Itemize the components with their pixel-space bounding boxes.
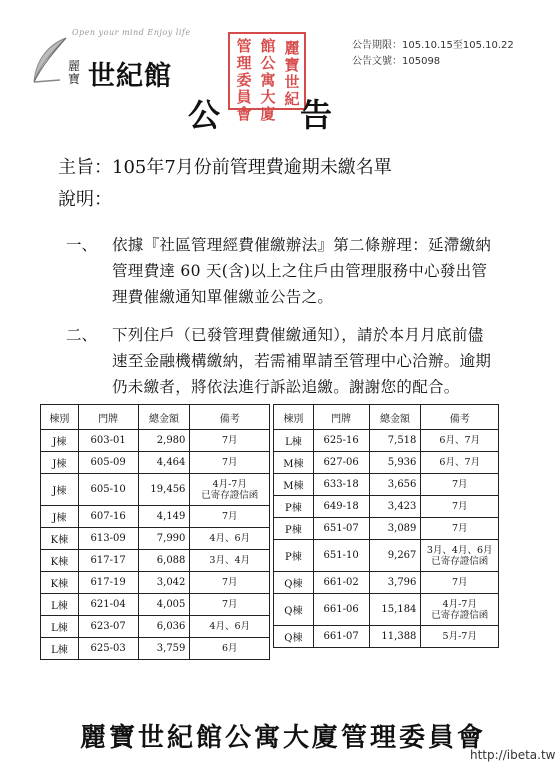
amount-cell: 9,267 (369, 540, 421, 572)
note-cell (421, 518, 499, 540)
building-cell: K棟 (41, 528, 79, 550)
table-row (41, 528, 270, 550)
unit-cell: 625-16 (313, 430, 369, 452)
paragraph-2-line-3: 仍未繳者，將依法進行訴訟追繳。謝謝您的配合。 (112, 378, 460, 396)
official-seal (228, 32, 306, 123)
logo-big-text: 世紀館 (88, 61, 172, 92)
paragraph-2-number: 二、 (66, 326, 98, 344)
table-row (41, 430, 270, 452)
amount-cell: 4,149 (138, 506, 190, 528)
building-cell: L棟 (41, 594, 79, 616)
unit-cell: 617-17 (78, 550, 138, 572)
title-char-left: 公 (188, 96, 221, 134)
seal-col-1: 麗寶世紀 (284, 39, 300, 108)
note-line: 7月 (451, 479, 468, 490)
note-line: 已寄存證信函 (431, 555, 489, 567)
note-cell (190, 594, 270, 616)
note-cell (421, 626, 499, 648)
amount-cell: 5,936 (369, 452, 421, 474)
unit-cell: 651-07 (313, 518, 369, 540)
table-row (274, 430, 499, 452)
period-value: 105.10.15至105.10.22 (402, 40, 514, 51)
amount-cell: 3,759 (138, 638, 190, 660)
building-cell: M棟 (274, 474, 314, 496)
unit-cell: 621-04 (78, 594, 138, 616)
unit-cell: 649-18 (313, 496, 369, 518)
notice-info (352, 38, 514, 70)
period-label: 公告期限： (352, 40, 402, 51)
note-line: 5月-7月 (442, 631, 477, 642)
note-line: 3月、4月 (209, 555, 250, 566)
amount-cell: 3,042 (138, 572, 190, 594)
note-line: 7月 (221, 457, 238, 468)
doc-number-label: 公告文號： (352, 56, 402, 67)
building-cell: J棟 (41, 474, 79, 506)
building-cell: K棟 (41, 572, 79, 594)
building-cell: J棟 (41, 506, 79, 528)
unit-cell: 605-09 (78, 452, 138, 474)
table-header-row (41, 405, 270, 430)
note-cell (190, 638, 270, 660)
table-row (274, 594, 499, 626)
header-amount: 總金額 (369, 405, 421, 430)
amount-cell: 19,456 (138, 474, 190, 506)
note-line: 7月 (451, 523, 468, 534)
building-cell: L棟 (41, 616, 79, 638)
overdue-table-right (273, 404, 499, 648)
note-cell (421, 572, 499, 594)
building-cell: M棟 (274, 452, 314, 474)
note-cell (190, 616, 270, 638)
header-note: 備考 (421, 405, 499, 430)
note-cell (190, 452, 270, 474)
building-cell: Q棟 (274, 572, 314, 594)
amount-cell: 2,980 (138, 430, 190, 452)
amount-cell: 6,036 (138, 616, 190, 638)
unit-cell: 613-09 (78, 528, 138, 550)
paragraph-2 (112, 322, 524, 400)
amount-cell: 15,184 (369, 594, 421, 626)
amount-cell: 3,796 (369, 572, 421, 594)
building-cell: L棟 (274, 430, 314, 452)
amount-cell: 3,089 (369, 518, 421, 540)
note-cell (190, 528, 270, 550)
building-cell: Q棟 (274, 594, 314, 626)
note-cell (190, 550, 270, 572)
logo (30, 22, 191, 92)
note-line: 4月、6月 (209, 533, 250, 544)
doc-number-value: 105098 (402, 56, 441, 67)
feather-quill-icon (30, 36, 70, 86)
paragraph-1-number: 一、 (66, 236, 98, 254)
unit-cell: 661-06 (313, 594, 369, 626)
amount-cell: 11,388 (369, 626, 421, 648)
building-cell: P棟 (274, 496, 314, 518)
table-header-row (274, 405, 499, 430)
explanation-heading: 說明： (58, 189, 112, 210)
note-line: 3月、4月、6月 (426, 544, 493, 556)
note-cell (421, 430, 499, 452)
paragraph-1-line-3: 理費催繳通知單催繳並公告之。 (112, 288, 334, 306)
amount-cell: 3,423 (369, 496, 421, 518)
amount-cell: 4,005 (138, 594, 190, 616)
table-row (41, 506, 270, 528)
table-row (274, 572, 499, 594)
note-line: 7月 (451, 501, 468, 512)
building-cell: P棟 (274, 518, 314, 540)
building-cell: J棟 (41, 452, 79, 474)
note-line: 7月 (221, 511, 238, 522)
note-line: 已寄存證信函 (431, 609, 489, 621)
unit-cell: 661-07 (313, 626, 369, 648)
note-line: 4月-7月 (442, 598, 477, 610)
table-row (274, 452, 499, 474)
note-cell (190, 506, 270, 528)
table-row (41, 452, 270, 474)
table-row (274, 518, 499, 540)
committee-signature: 麗寶世紀館公寓大廈管理委員會 (80, 723, 487, 753)
unit-cell: 627-06 (313, 452, 369, 474)
table-row (274, 540, 499, 572)
header-building: 棟別 (41, 405, 79, 430)
seal-col-3: 管理委員會 (236, 37, 252, 123)
table-row (274, 496, 499, 518)
note-line: 6月、7月 (439, 435, 480, 446)
note-cell (190, 572, 270, 594)
note-line: 7月 (221, 599, 238, 610)
building-cell: K棟 (41, 550, 79, 572)
amount-cell: 3,656 (369, 474, 421, 496)
paragraph-2-line-2: 速至金融機構繳納，若需補單請至管理中心洽辦。逾期 (112, 352, 492, 370)
amount-cell: 6,088 (138, 550, 190, 572)
note-line: 7月 (451, 577, 468, 588)
unit-cell: 623-07 (78, 616, 138, 638)
note-line: 7月 (221, 577, 238, 588)
watermark: http://ibeta.tw (470, 748, 556, 762)
unit-cell: 603-01 (78, 430, 138, 452)
note-cell (421, 594, 499, 626)
note-line: 4月-7月 (212, 478, 247, 490)
unit-cell: 617-19 (78, 572, 138, 594)
logo-tagline: Open your mind Enjoy life (72, 28, 191, 37)
header-unit: 門牌 (313, 405, 369, 430)
paragraph-1-line-1: 依據『社區管理經費催繳辦法』第二條辦理：延滯繳納 (112, 236, 492, 254)
building-cell: P棟 (274, 540, 314, 572)
table-row (274, 626, 499, 648)
amount-cell: 7,518 (369, 430, 421, 452)
amount-cell: 4,464 (138, 452, 190, 474)
note-line: 已寄存證信函 (201, 489, 259, 501)
header-amount: 總金額 (138, 405, 190, 430)
unit-cell: 605-10 (78, 474, 138, 506)
note-line: 6月、7月 (439, 457, 480, 468)
building-cell: L棟 (41, 638, 79, 660)
note-line: 6月 (221, 643, 238, 654)
table-row (41, 474, 270, 506)
amount-cell: 7,990 (138, 528, 190, 550)
note-cell (190, 474, 270, 506)
paragraph-2-line-1: 下列住戶（已發管理費催繳通知），請於本月月底前儘 (112, 326, 484, 344)
table-row (274, 474, 499, 496)
unit-cell: 625-03 (78, 638, 138, 660)
header-unit: 門牌 (78, 405, 138, 430)
note-cell (421, 474, 499, 496)
note-cell (421, 496, 499, 518)
building-cell: J棟 (41, 430, 79, 452)
table-row (41, 550, 270, 572)
building-cell: Q棟 (274, 626, 314, 648)
note-cell (421, 540, 499, 572)
unit-cell: 633-18 (313, 474, 369, 496)
unit-cell: 661-02 (313, 572, 369, 594)
note-cell (421, 452, 499, 474)
table-row (41, 594, 270, 616)
subject-line: 主旨：105年7月份前管理費逾期未繳名單 (58, 157, 392, 178)
note-line: 4月、6月 (209, 621, 250, 632)
overdue-table-left (40, 404, 270, 660)
table-row (41, 572, 270, 594)
paragraph-1 (112, 232, 524, 310)
header-note: 備考 (190, 405, 270, 430)
unit-cell: 651-10 (313, 540, 369, 572)
table-row (41, 616, 270, 638)
header-building: 棟別 (274, 405, 314, 430)
seal-col-2: 館公寓大廈 (260, 37, 276, 123)
title-char-right: 告 (300, 96, 333, 134)
note-line: 7月 (221, 435, 238, 446)
table-row (41, 638, 270, 660)
logo-small-text: 麗寶 (68, 59, 81, 86)
paragraph-1-line-2: 管理費達 60 天(含)以上之住戶由管理服務中心發出管 (112, 262, 488, 280)
unit-cell: 607-16 (78, 506, 138, 528)
note-cell (190, 430, 270, 452)
